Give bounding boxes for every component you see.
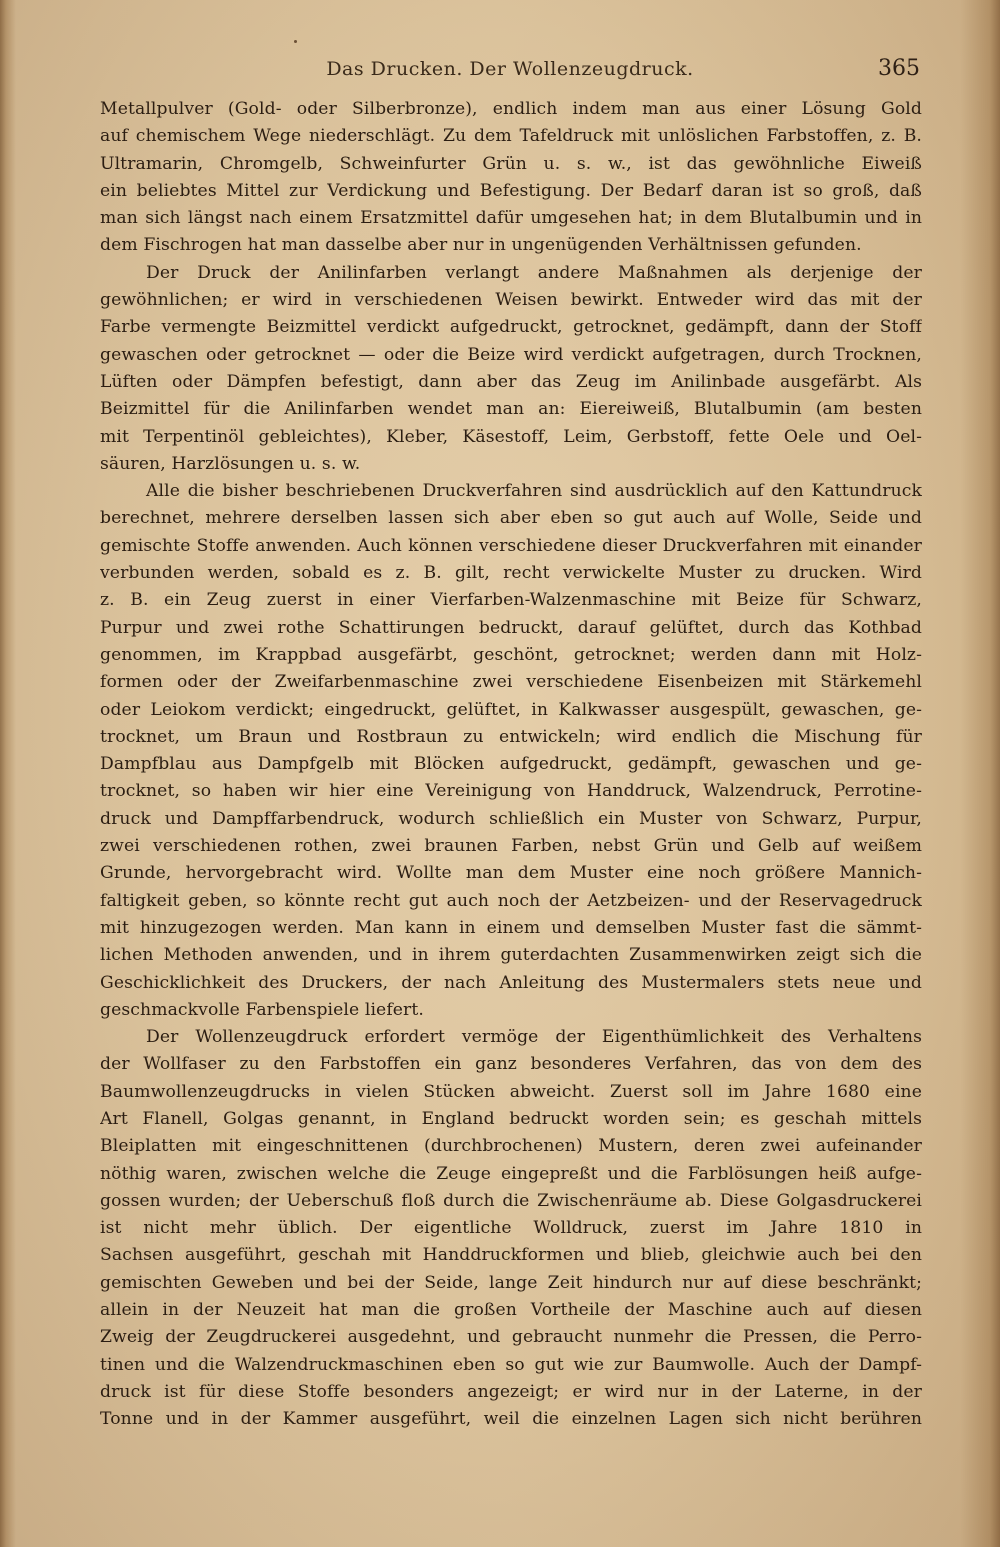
- text-line: Grunde, hervorgebracht wird. Wollte man dem Muster eine noch größere Mannich-: [100, 863, 922, 884]
- text-line: säuren, Harzlösungen u. s. w.: [100, 453, 361, 474]
- body-text: [100, 96, 922, 1434]
- text-line: mit Terpentinöl gebleichtes), Kleber, Käsestoff, Leim, Gerbstoff, fette Oele und Oel-: [100, 426, 922, 447]
- text-line: Der Wollenzeugdruck erfordert vermöge der Eigenthümlichkeit des Verhaltens: [146, 1027, 922, 1048]
- text-line: geschmackvolle Farbenspiele liefert.: [100, 999, 424, 1020]
- running-head: Das Drucken. Der Wollenzeugdruck.: [326, 58, 694, 80]
- text-line: Art Flanell, Golgas genannt, in England bedruckt worden sein; es geschah mittels: [100, 1108, 922, 1129]
- text-line: man sich längst nach einem Ersatzmittel dafür umgesehen hat; in dem Blutalbumin und in: [100, 208, 922, 229]
- text-line: oder Leiokom verdickt; eingedruckt, gelüftet, in Kalkwasser ausgespült, gewaschen, ge-: [100, 699, 922, 720]
- text-line: gewöhnlichen; er wird in verschiedenen Weisen bewirkt. Entweder wird das mit der: [100, 290, 922, 311]
- text-line: der Wollfaser zu den Farbstoffen ein ganz besonderes Verfahren, das von dem des: [100, 1054, 922, 1075]
- text-line: Ultramarin, Chromgelb, Schweinfurter Grün u. s. w., ist das gewöhnliche Eiweiß: [100, 153, 922, 174]
- text-line: Der Druck der Anilinfarben verlangt andere Maßnahmen als derjenige der: [146, 262, 922, 283]
- text-line: gemischte Stoffe anwenden. Auch können verschiedene dieser Druckverfahren mit einander: [100, 535, 922, 556]
- text-line: gossen wurden; der Ueberschuß floß durch die Zwischenräume ab. Diese Golgasdruckerei: [100, 1190, 922, 1211]
- text-line: z. B. ein Zeug zuerst in einer Vierfarben-Walzenmaschine mit Beize für Schwarz,: [100, 590, 922, 611]
- text-line: genommen, im Krappbad ausgefärbt, geschönt, getrocknet; werden dann mit Holz-: [100, 644, 922, 665]
- text-line: druck und Dampffarbendruck, wodurch schließlich ein Muster von Schwarz, Purpur,: [100, 808, 922, 829]
- text-line: zwei verschiedenen rothen, zwei braunen Farben, nebst Grün und Gelb auf weißem: [100, 836, 922, 857]
- text-line: faltigkeit geben, so könnte recht gut auch noch der Aetzbeizen- und der Reservagedruck: [100, 890, 922, 911]
- text-line: berechnet, mehrere derselben lassen sich aber eben so gut auch auf Wolle, Seide und: [100, 508, 922, 529]
- text-line: druck ist für diese Stoffe besonders angezeigt; er wird nur in der Laterne, in der: [100, 1381, 922, 1402]
- text-line: Sachsen ausgeführt, geschah mit Handdruckformen und blieb, gleichwie auch bei den: [100, 1245, 922, 1266]
- text-line: formen oder der Zweifarbenmaschine zwei verschiedene Eisenbeizen mit Stärkemehl: [100, 672, 922, 693]
- page-header: [100, 58, 920, 88]
- text-line: ein beliebtes Mittel zur Verdickung und Befestigung. Der Bedarf daran ist so groß, daß: [100, 180, 922, 201]
- text-line: Lüften oder Dämpfen befestigt, dann aber das Zeug im Anilinbade ausgefärbt. Als: [100, 371, 922, 392]
- text-line: gewaschen oder getrocknet — oder die Beize wird verdickt aufgetragen, durch Trocknen,: [100, 344, 922, 365]
- text-line: Alle die bisher beschriebenen Druckverfahren sind ausdrücklich auf den Kattundruck: [146, 481, 922, 502]
- text-line: gemischten Geweben und bei der Seide, lange Zeit hindurch nur auf diese beschränkt;: [100, 1272, 922, 1293]
- text-line: mit hinzugezogen werden. Man kann in einem und demselben Muster fast die sämmt-: [100, 917, 922, 938]
- text-line: Baumwollenzeugdrucks in vielen Stücken abweicht. Zuerst soll im Jahre 1680 eine: [100, 1081, 922, 1102]
- page-number: 365: [878, 56, 920, 81]
- text-line: trocknet, um Braun und Rostbraun zu entwickeln; wird endlich die Mischung für: [100, 726, 922, 747]
- text-line: Dampfblau aus Dampfgelb mit Blöcken aufgedruckt, gedämpft, gewaschen und ge-: [100, 754, 922, 775]
- text-line: Metallpulver (Gold- oder Silberbronze), endlich indem man aus einer Lösung Gold: [100, 99, 922, 119]
- text-line: Geschicklichkeit des Druckers, der nach Anleitung des Mustermalers stets neue und: [100, 972, 922, 993]
- text-line: Beizmittel für die Anilinfarben wendet man an: Eiereiweiß, Blutalbumin (am besten: [100, 399, 922, 420]
- text-line: nöthig waren, zwischen welche die Zeuge eingepreßt und die Farblösungen heiß aufge-: [100, 1163, 922, 1184]
- text-line: trocknet, so haben wir hier eine Vereinigung von Handdruck, Walzendruck, Perrotine-: [100, 781, 922, 802]
- text-line: verbunden werden, sobald es z. B. gilt, recht verwickelte Muster zu drucken. Wird: [100, 563, 922, 584]
- text-line: ist nicht mehr üblich. Der eigentliche Wolldruck, zuerst im Jahre 1810 in: [100, 1218, 922, 1239]
- text-line: auf chemischem Wege niederschlägt. Zu dem Tafeldruck mit unlöslichen Farbstoffen, z. B.: [100, 126, 922, 147]
- text-line: allein in der Neuzeit hat man die großen Vortheile der Maschine auch auf diesen: [100, 1300, 922, 1321]
- text-line: Tonne und in der Kammer ausgeführt, weil die einzelnen Lagen sich nicht berühren: [100, 1409, 922, 1430]
- text-line: Farbe vermengte Beizmittel verdickt aufgedruckt, getrocknet, gedämpft, dann der Stoff: [100, 317, 922, 338]
- text-line: Purpur und zwei rothe Schattirungen bedruckt, darauf gelüftet, durch das Kothbad: [100, 617, 922, 638]
- text-line: dem Fischrogen hat man dasselbe aber nur in ungenügenden Verhältnissen gefunden.: [100, 235, 862, 256]
- text-line: Zweig der Zeugdruckerei ausgedehnt, und gebraucht nunmehr die Pressen, die Perro-: [100, 1327, 922, 1348]
- text-line: lichen Methoden anwenden, und in ihrem guterdachten Zusammenwirken zeigt sich die: [100, 945, 922, 966]
- text-line: tinen und die Walzendruckmaschinen eben so gut wie zur Baumwolle. Auch der Dampf-: [100, 1354, 922, 1375]
- text-line: Bleiplatten mit eingeschnittenen (durchbrochenen) Mustern, deren zwei aufeinander: [100, 1136, 922, 1157]
- paper-fleck: [294, 40, 297, 43]
